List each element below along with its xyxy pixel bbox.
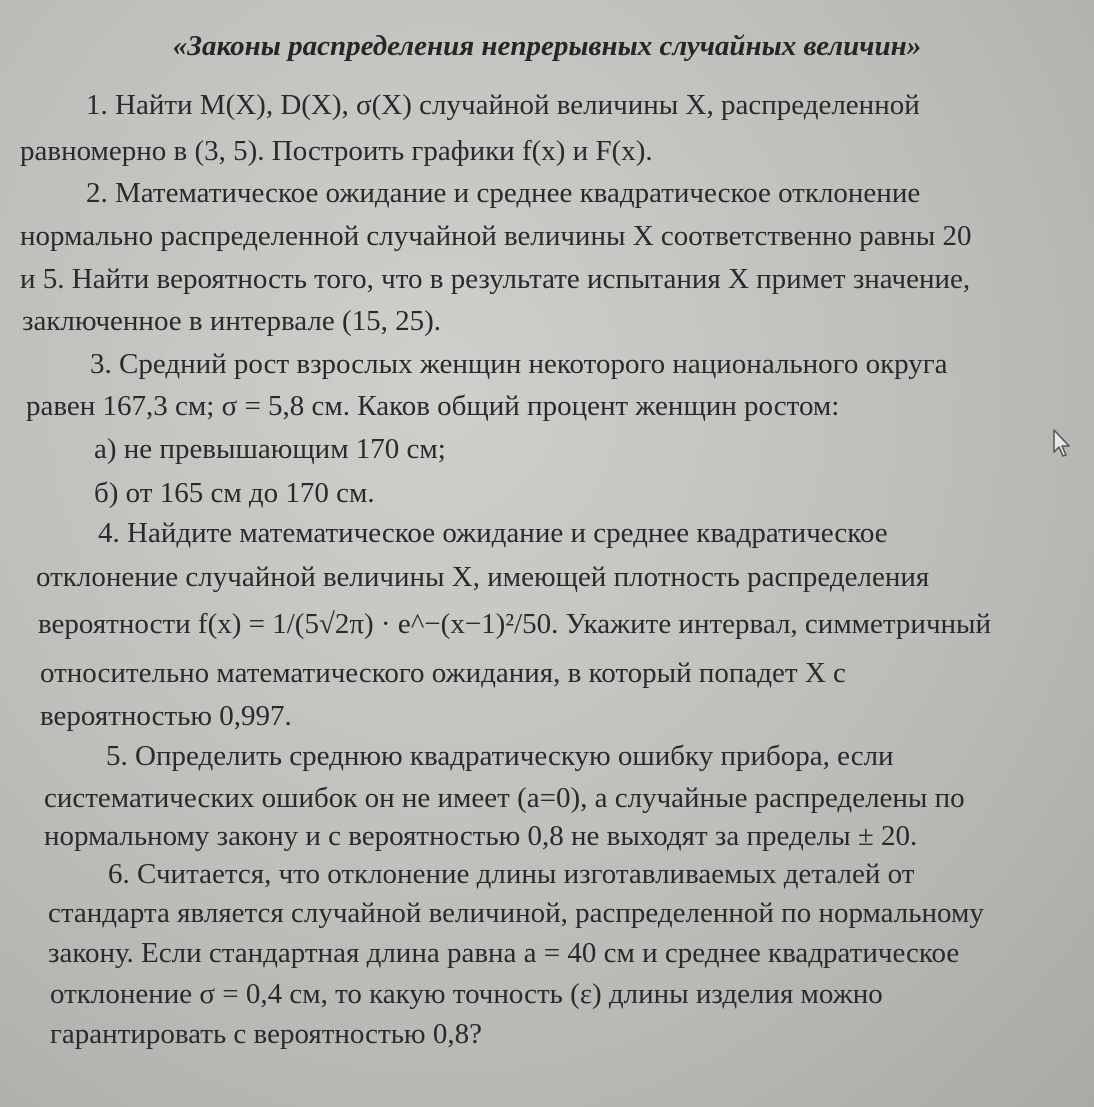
problem-1-line-1: 1. Найти M(X), D(X), σ(X) случайной величины X, распределенной [86,89,920,121]
problem-4-line-2: отклонение случайной величины X, имеющей плотность распределения [36,561,930,593]
problem-3-item-b: б) от 165 см до 170 см. [94,477,375,509]
problem-6-line-2: стандарта является случайной величиной, распределенной по нормальному [48,897,984,929]
problem-3-item-a: а) не превышающим 170 см; [94,433,446,465]
problem-2-line-1: 2. Математическое ожидание и среднее квадратическое отклонение [86,177,921,209]
mouse-cursor-icon [1052,428,1074,458]
problem-2-line-4: заключенное в интервале (15, 25). [22,305,442,337]
problem-2-line-2: нормально распределенной случайной величины X соответственно равны 20 [20,220,972,252]
problem-1-line-2: равномерно в (3, 5). Построить графики f(x) и F(x). [20,135,653,167]
problem-5-line-1: 5. Определить среднюю квадратическую ошибку прибора, если [106,740,894,772]
problem-2-line-3: и 5. Найти вероятность того, что в результате испытания X примет значение, [20,263,971,295]
problem-6-line-3: закону. Если стандартная длина равна a = 40 см и среднее квадратическое [48,937,960,969]
problem-5-line-3: нормальному закону и с вероятностью 0,8 не выходят за пределы ± 20. [44,820,918,852]
document-title: «Законы распределения непрерывных случайных величин» [172,30,922,62]
problem-6-line-5: гарантировать с вероятностью 0,8? [50,1018,482,1050]
problem-4-line-5: вероятностью 0,997. [40,700,292,732]
problem-4-line-4: относительно математического ожидания, в который попадет X с [40,657,846,689]
problem-3-line-1: 3. Средний рост взрослых женщин некоторого национального округа [90,348,948,380]
problem-3-line-2: равен 167,3 см; σ = 5,8 см. Каков общий процент женщин ростом: [26,390,840,422]
problem-5-line-2: систематических ошибок он не имеет (a=0), а случайные распределены по [44,782,965,814]
problem-6-line-1: 6. Считается, что отклонение длины изготавливаемых деталей от [108,858,915,890]
problem-4-line-3: вероятности f(x) = 1/(5√2π) · e^−(x−1)²/50. Укажите интервал, симметричный [38,608,992,640]
problem-4-line-1: 4. Найдите математическое ожидание и среднее квадратическое [98,517,888,549]
problem-6-line-4: отклонение σ = 0,4 см, то какую точность (ε) длины изделия можно [50,978,883,1010]
